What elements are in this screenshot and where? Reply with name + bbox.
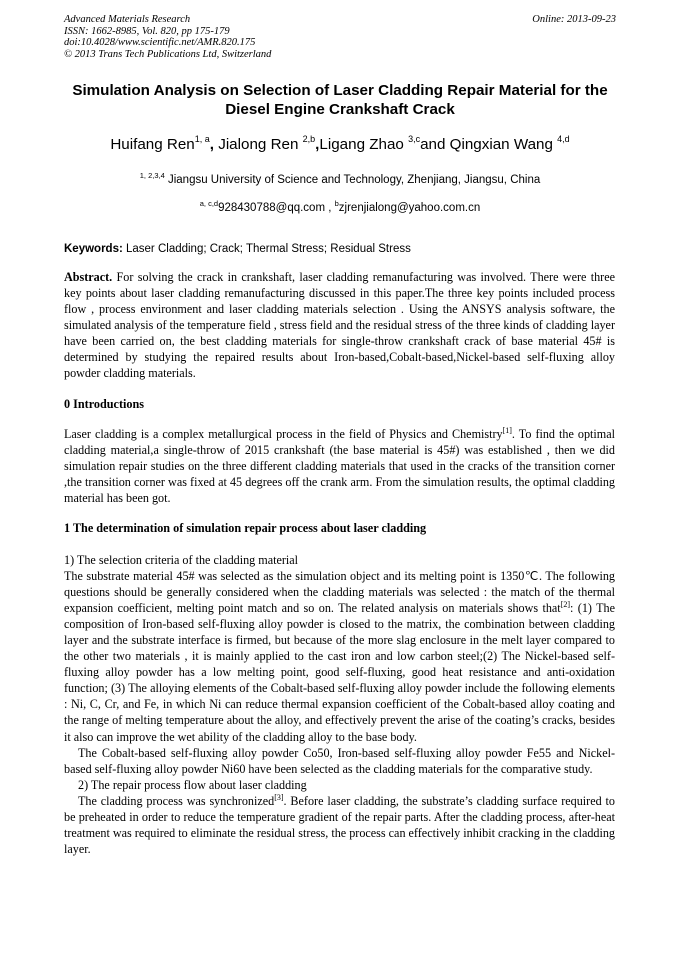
email-mark: b [334,199,339,208]
author-emails [64,201,616,215]
affiliation [64,173,616,187]
author-name: Jialong Ren [218,136,303,153]
materials-paragraph: The Cobalt-based self-fluxing alloy powder Co50, Iron-based self-fluxing alloy powder Fe55 and Nickel-based self-fluxing alloy powder Ni60 have been selected as the cladding materials for the comparative study. [64,745,615,776]
criteria-paragraph [64,568,615,745]
author-affiliation-mark: 4,d [557,134,570,144]
paper-title: Simulation Analysis on Selection of Laser Cladding Repair Material for the Diesel Engine Crankshaft Crack [72,82,608,118]
section-heading: 0 Introductions [64,397,145,411]
author-affiliation-mark: 2,b [302,134,316,144]
citation-ref: [2] [560,600,571,610]
keywords-text: Laser Cladding; Crack; Thermal Stress; Residual Stress [122,243,411,255]
subheading: 1) The selection criteria of the cladding material [64,553,299,567]
email-address: zjrenjialong@yahoo.com.cn [338,202,481,214]
paragraph-text: The cladding process was synchronized [78,793,275,808]
journal-header [64,14,616,60]
citation-ref: [3] [274,792,284,802]
intro-paragraph [64,426,615,506]
citation-ref: [1] [502,426,512,435]
email-address: 928430788@qq.com , [218,202,335,214]
subheading: 2) The repair process flow about laser cladding [78,777,307,792]
keywords [64,242,616,256]
doi-line: doi:10.4028/www.scientific.net/AMR.820.175 [64,37,256,48]
section1-body [64,552,615,857]
author-separator: , [315,136,320,153]
online-date: Online: 2013-09-23 [532,14,616,25]
keywords-label: Keywords: [64,243,123,255]
author-separator: , [209,136,219,153]
author-affiliation-mark: 3,c [408,134,421,144]
abstract-text: For solving the crack in crankshaft, laser cladding remanufacturing was involved. There were three key points about laser cladding remanufacturing discussed in this paper.The three key points included process flow , process environment and laser cladding materials selection . Using the ANSYS analysis software, the simulated analysis of the temperature field , stress field and the residual stress of the three kinds of cladding layer have been carried on, the best cladding materials for single-throw crankshaft crack of base material 45# is determined by studying the repaired results about Iron-based,Cobalt-based,Nickel-based self-fluxing alloy powder cladding materials. [64,270,615,381]
paragraph-text: Laser cladding is a complex metallurgical process in the field of Physics and Chemistry [64,427,503,441]
section-heading: 1 The determination of simulation repair process about laser cladding [64,521,427,535]
affiliation-mark: 1, 2,3,4 [139,171,165,180]
author-name: Huifang Ren [110,136,195,153]
process-paragraph [64,793,615,857]
email-mark: a, c,d [199,199,219,208]
issn-line: ISSN: 1662-8985, Vol. 820, pp 175-179 [64,25,230,37]
journal-name: Advanced Materials Research [64,14,191,25]
paragraph-text: : (1) The composition of Iron-based self-fluxing alloy powder is closed to the matrix, the combination between cladding layer and the substrate interface is firmed, but because of the more slag enclosure in the melt layer compared to the other two materials , it is mainly applied to the cast iron and low carbon steel;(2) The Nickel-based self-fluxing alloy powder has a low melting point, good self-fluxing, good heat resistance and anti-oxidation function; (3) The alloying elements of the Cobalt-based self-fluxing alloy powder include the following elements : Ni, C, Cr, and Fe, in which Ni can reduce thermal expansion coefficient of the Cobalt-based alloy coating and the range of melting temperature about the alloy, and effectively prevent the arise of the coating’s cracks, besides it also can improve the wet ability of the cladding alloy to the base body. [64,601,615,744]
paragraph-text: . Before laser cladding, the substrate’s cladding surface required to be preheated in order to reduce the temperature gradient of the repair parts. After the cladding process, after-heat treatment was required to eliminate the residual stress, the process can effectively inhibit cracking in the cladding layer. [64,793,616,856]
author-name: and Qingxian Wang [420,136,558,153]
author-affiliation-mark: 1, a [194,134,210,144]
affiliation-text: Jiangsu University of Science and Technology, Zhenjiang, Jiangsu, China [167,174,541,186]
author-name: Ligang Zhao [319,136,409,153]
paragraph-text: The substrate material 45# was selected as the simulation object and its melting point is 1350℃. The following questions should be generally considered when the cladding materials was selected : the match of the thermal expansion coefficient, melting point match and so on. The related analysis on materials shows that [64,569,615,616]
copyright-line: © 2013 Trans Tech Publications Ltd, Switzerland [64,48,272,60]
author-list [64,135,616,154]
abstract [64,269,615,381]
abstract-label: Abstract. [64,270,113,284]
paragraph-text: . To find the optimal cladding material,a single-throw of 2015 crankshaft (the base material is 45#) was established , then we did simulation repair studies on the three different cladding materials that used in the cracks of the transition corner ,the transition corner was fixed at 45 degrees off the crank arm. From the simulation results, the optimal cladding material has been got. [64,427,615,506]
